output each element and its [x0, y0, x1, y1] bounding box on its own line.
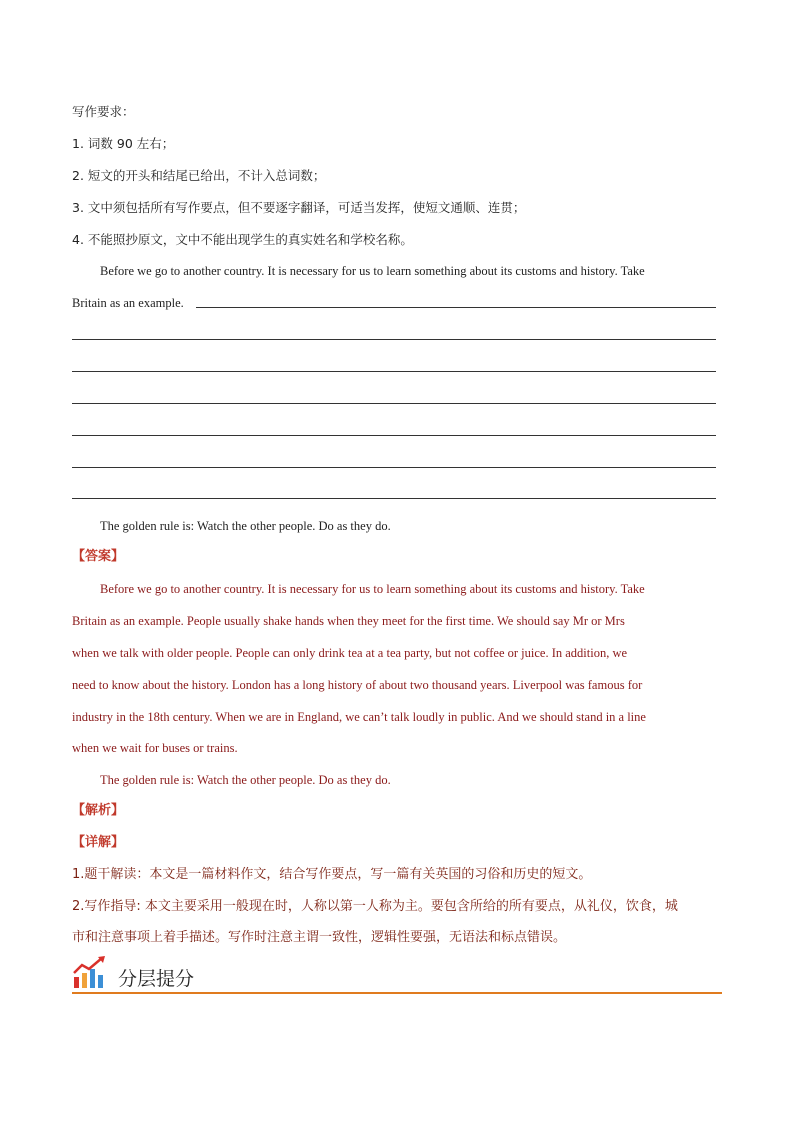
writing-line [72, 371, 716, 372]
writing-line [72, 435, 716, 436]
writing-line [72, 403, 716, 404]
requirement-item-2: 2. 短文的开头和结尾已给出，不计入总词数； [72, 168, 326, 183]
prompt-line-1: Before we go to another country. It is necessary for us to learn something about its customs and history. Take [100, 264, 645, 278]
prompt-line-2: Britain as an example. [72, 296, 184, 310]
answer-line-2: Britain as an example. People usually shake hands when they meet for the first time. We should say Mr or Mrs [72, 614, 625, 628]
answer-line-4: need to know about the history. London has a long history of about two thousand years. Liverpool was famous for [72, 678, 643, 692]
analysis-line-2: 2.写作指导: 本文主要采用一般现在时，人称以第一人称为主。要包含所给的所有要点，从礼仪，饮食，城 [72, 899, 678, 914]
section-divider [72, 992, 722, 994]
requirement-item-3: 3. 文中须包括所有写作要点，但不要逐字翻译，可适当发挥，使短文通顺、连贯； [72, 200, 526, 215]
writing-line [72, 339, 716, 340]
writing-line [72, 498, 716, 499]
writing-blank-line [196, 307, 716, 308]
bar-chart-growth-icon [72, 955, 108, 991]
analysis-line-1: 1.题干解读：本文是一篇材料作文，结合写作要点，写一篇有关英国的习俗和历史的短文。 [72, 867, 592, 882]
writing-line [72, 467, 716, 468]
answer-label: 【答案】 [72, 549, 125, 564]
requirement-item-4: 4. 不能照抄原文，文中不能出现学生的真实姓名和学校名称。 [72, 232, 413, 247]
answer-line-1: Before we go to another country. It is necessary for us to learn something about its customs and history. Take [100, 582, 645, 596]
answer-line-3: when we talk with older people. People can only drink tea at a tea party, but not coffee or juice. In addition, we [72, 646, 628, 660]
answer-line-6: when we wait for buses or trains. [72, 741, 238, 755]
answer-line-5: industry in the 18th century. When we are in England, we can’t talk loudly in public. And we should stand in a line [72, 710, 646, 724]
analysis-line-3: 市和注意事项上着手描述。写作时注意主谓一致性，逻辑性要强，无语法和标点错误。 [72, 930, 567, 945]
analysis-label: 【解析】 [72, 803, 125, 818]
section-title: 分层提分 [118, 968, 195, 990]
detail-label: 【详解】 [72, 835, 125, 850]
prompt-ending: The golden rule is: Watch the other people. Do as they do. [100, 519, 391, 533]
requirements-heading: 写作要求： [72, 104, 135, 119]
requirement-item-1: 1. 词数 90 左右； [72, 136, 175, 151]
answer-ending: The golden rule is: Watch the other people. Do as they do. [100, 773, 391, 787]
